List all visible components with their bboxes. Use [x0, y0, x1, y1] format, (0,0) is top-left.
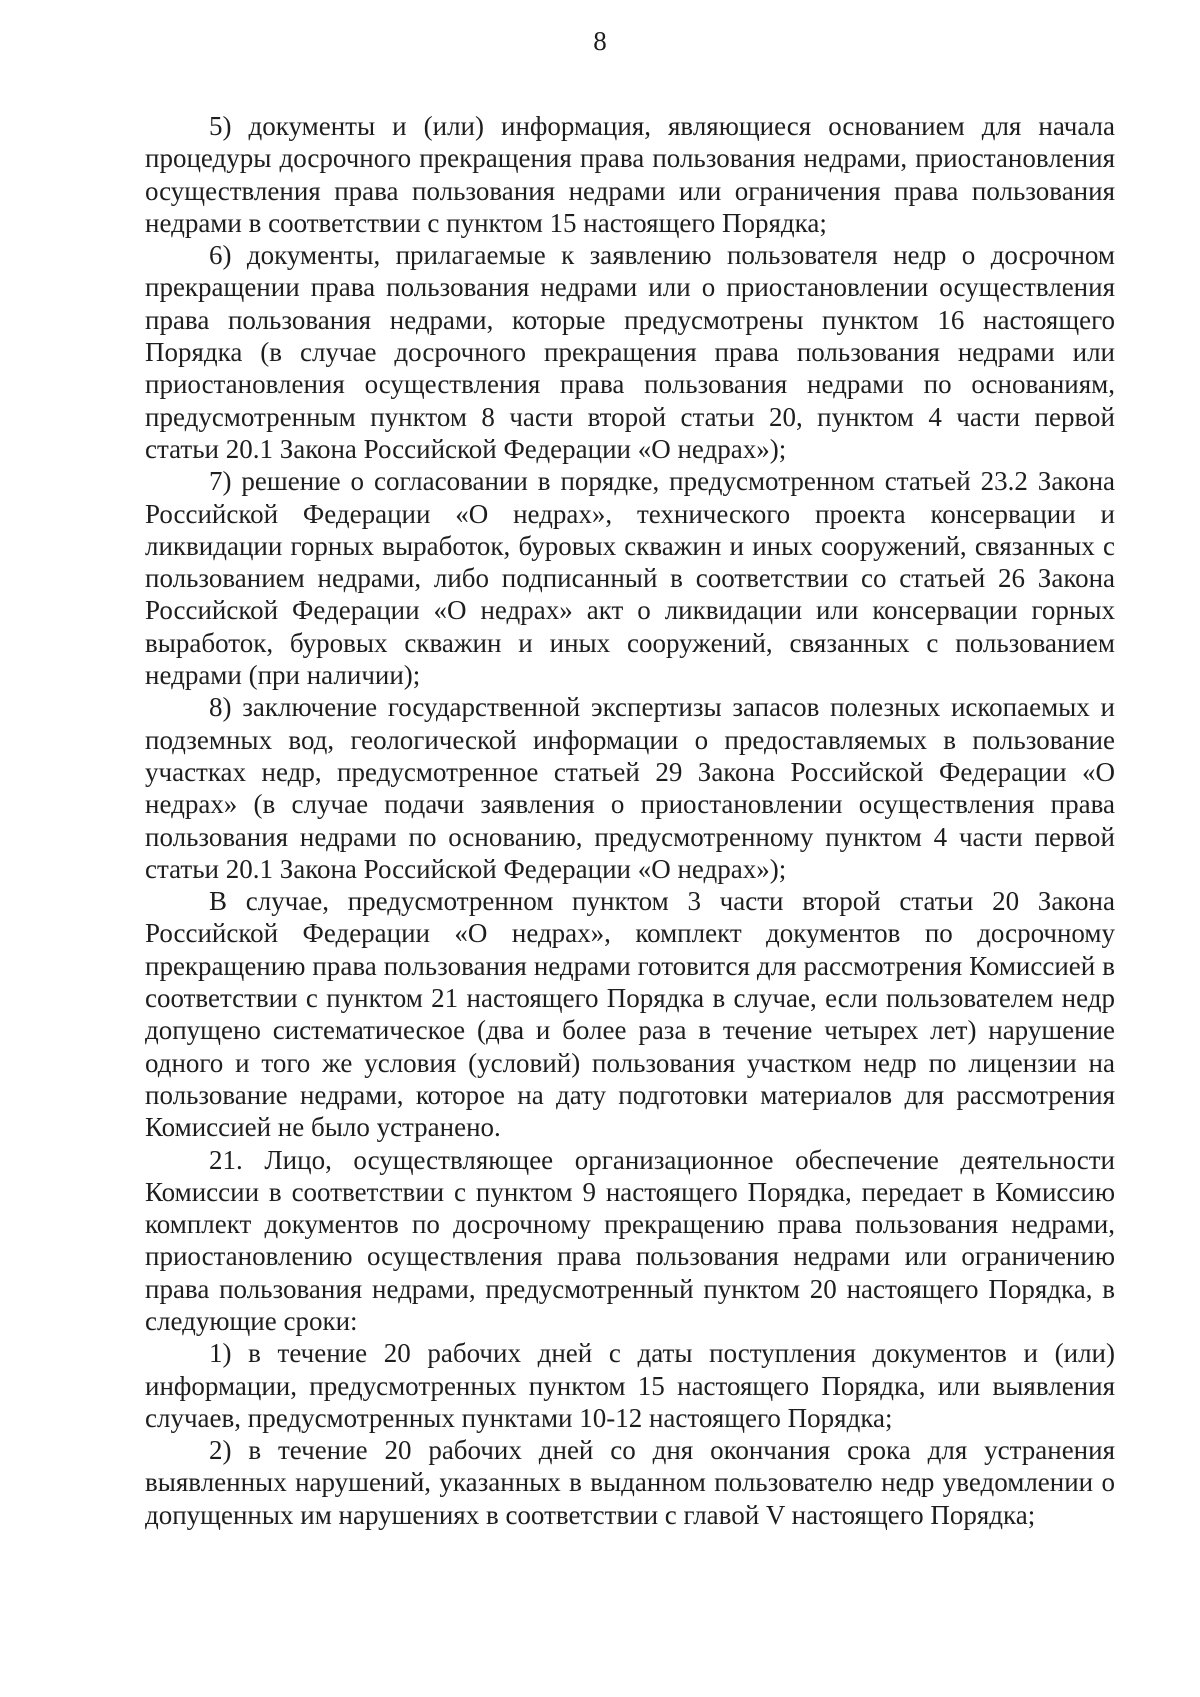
paragraph-item-6: 6) документы, прилагаемые к заявлению пользователя недр о досрочном прекращении права пользования недрами или о приостановлении осуществления права пользования недрами, которые предусмотрены пунктом 16 настоящего Порядка (в случае досрочного прекращения права пользования недрами или приостановления осуществления права пользования недрами по основаниям, предусмотренным пунктом 8 части второй статьи 20, пунктом 4 части первой статьи 20.1 Закона Российской Федерации «О недрах»);	[145, 240, 1115, 464]
paragraph-item-8: 8) заключение государственной экспертизы запасов полезных ископаемых и подземных вод, геологической информации о предоставляемых в пользование участках недр, предусмотренное статьей 29 Закона Российской Федерации «О недрах» (в случае подачи заявления о приостановлении осуществления права пользования недрами по основанию, предусмотренному пунктом 4 части первой статьи 20.1 Закона Российской Федерации «О недрах»);	[145, 692, 1115, 884]
page-number: 8	[593, 26, 607, 56]
paragraph-clause-21: 21. Лицо, осуществляющее организационное обеспечение деятельности Комиссии в соответствии с пунктом 9 настоящего Порядка, передает в Комиссию комплект документов по досрочному прекращению права пользования недрами, приостановлению осуществления права пользования недрами или ограничению права пользования недрами, предусмотренный пунктом 20 настоящего Порядка, в следующие сроки:	[145, 1144, 1115, 1336]
paragraph-term-2: 2) в течение 20 рабочих дней со дня окончания срока для устранения выявленных нарушений, указанных в выданном пользователю недр уведомлении о допущенных им нарушениях в соответствии с главой V настоящего Порядка;	[145, 1435, 1115, 1530]
paragraph-item-7: 7) решение о согласовании в порядке, предусмотренном статьей 23.2 Закона Российской Федерации «О недрах», технического проекта консервации и ликвидации горных выработок, буровых скважин и иных сооружений, связанных с пользованием недрами, либо подписанный в соответствии со статьей 26 Закона Российской Федерации «О недрах» акт о ликвидации или консервации горных выработок, буровых скважин и иных сооружений, связанных с пользованием недрами (при наличии);	[145, 466, 1115, 691]
paragraph-term-1: 1) в течение 20 рабочих дней с даты поступления документов и (или) информации, предусмотренных пунктом 15 настоящего Порядка, или выявления случаев, предусмотренных пунктами 10-12 настоящего Порядка;	[145, 1338, 1115, 1433]
paragraph-item-5: 5) документы и (или) информация, являющиеся основанием для начала процедуры досрочного прекращения права пользования недрами, приостановления осуществления права пользования недрами или ограничения права пользования недрами в соответствии с пунктом 15 настоящего Порядка;	[145, 111, 1115, 238]
document-body	[145, 110, 1115, 1531]
paragraph-special-case: В случае, предусмотренном пунктом 3 части второй статьи 20 Закона Российской Федерации «О недрах», комплект документов по досрочному прекращению права пользования недрами готовится для рассмотрения Комиссией в соответствии с пунктом 21 настоящего Порядка в случае, если пользователем недр допущено систематическое (два и более раза в течение четырех лет) нарушение одного и того же условия (условий) пользования участком недр по лицензии на пользование недрами, которое на дату подготовки материалов для рассмотрения Комиссией не было устранено.	[145, 886, 1115, 1143]
